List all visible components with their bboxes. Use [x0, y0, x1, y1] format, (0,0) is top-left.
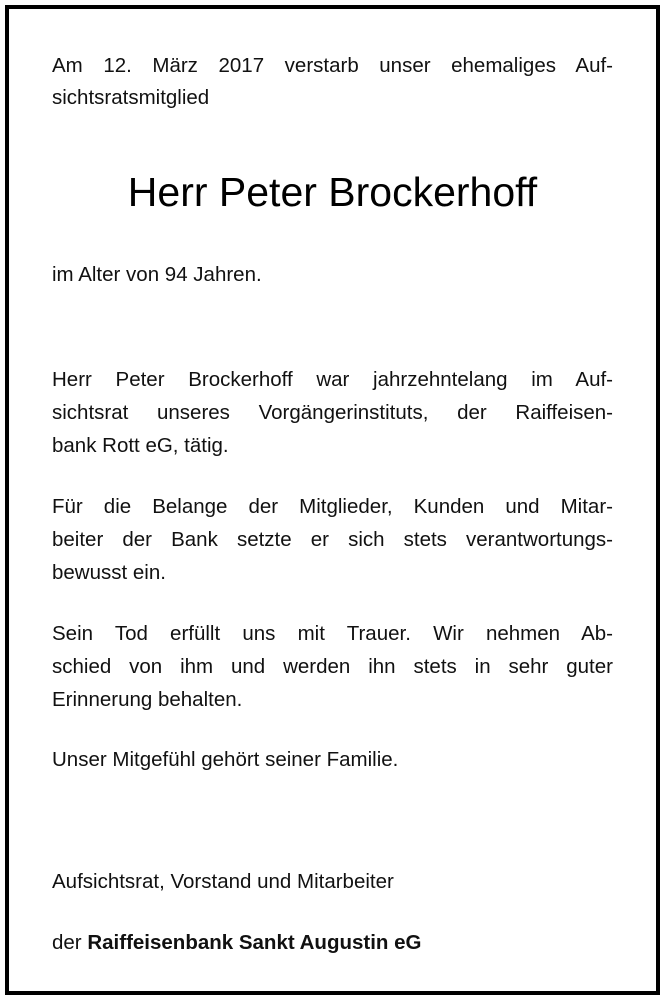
- age-line: im Alter von 94 Jahren.: [52, 263, 262, 286]
- paragraph3-line-3: Erinnerung behalten.: [52, 688, 243, 711]
- intro-line-2: sichtsratsmitglied: [52, 86, 210, 109]
- organization-line: [52, 927, 613, 959]
- paragraph2-line-1: Für die Belange der Mitglieder, Kunden und Mitar-: [52, 495, 613, 518]
- paragraph2-line-3: bewusst ein.: [52, 561, 166, 584]
- signatories-line: Aufsichtsrat, Vorstand und Mitarbeiter: [52, 870, 394, 893]
- paragraph1-line-3: bank Rott eG, tätig.: [52, 434, 229, 457]
- paragraph3-line-1: Sein Tod erfüllt uns mit Trauer. Wir nehmen Ab-: [52, 622, 613, 645]
- paragraph2-line-2: beiter der Bank setzte er sich stets verantwortungs-: [52, 528, 613, 551]
- deceased-name: Herr Peter Brockerhoff: [127, 169, 538, 215]
- organization-name: Raiffeisenbank Sankt Augustin eG: [87, 931, 422, 954]
- intro-line-1: Am 12. März 2017 verstarb unser ehemaliges Auf-: [52, 54, 613, 77]
- sympathy-line: Unser Mitgefühl gehört seiner Familie.: [52, 748, 399, 771]
- paragraph1-line-2: sichtsrat unseres Vorgängerinstituts, der Raiffeisen-: [52, 401, 613, 424]
- paragraph1-line-1: Herr Peter Brockerhoff war jahrzehntelang im Auf-: [52, 368, 613, 391]
- paragraph3-line-2: schied von ihm und werden ihn stets in sehr guter: [52, 655, 613, 678]
- organization-prefix: der: [52, 931, 82, 954]
